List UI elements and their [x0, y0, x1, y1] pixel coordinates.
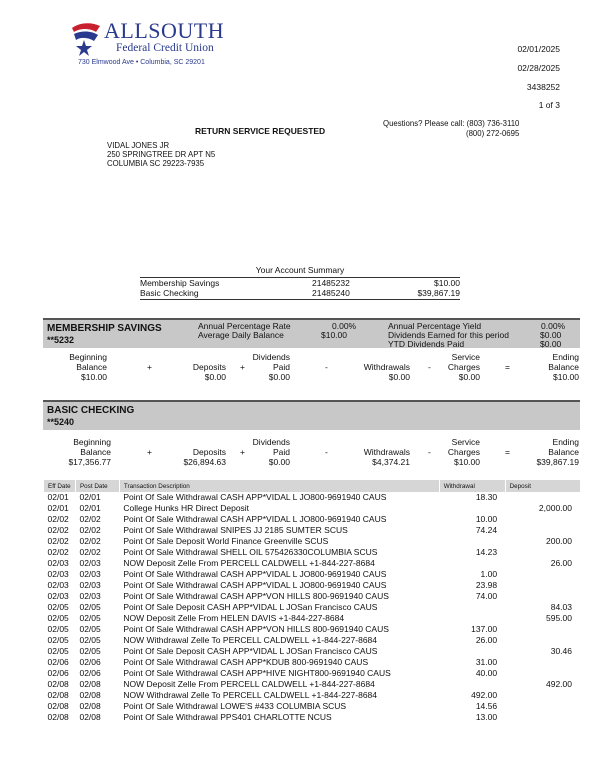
deposit-cell: 200.00: [546, 536, 572, 546]
description-cell: College Hunks HR Direct Deposit: [123, 503, 250, 513]
minus-sign: -: [325, 447, 328, 457]
description-cell: Point Of Sale Withdrawal CASH APP*VIDAL L JO800-9691940 CAUS: [123, 514, 387, 524]
post-date-cell: 02/05: [79, 624, 101, 634]
table-row: [44, 525, 581, 536]
summary-divider: [140, 299, 460, 300]
post-date-cell: 02/01: [79, 503, 101, 513]
description-cell: Point Of Sale Deposit CASH APP*VIDAL L JOSan Francisco CAUS: [123, 602, 378, 612]
withdrawal-cell: 40.00: [475, 668, 498, 678]
description-cell: Point Of Sale Withdrawal CASH APP*VON HILLS 800-9691940 CAUS: [123, 624, 389, 634]
table-row: [44, 503, 581, 514]
table-row: [44, 580, 581, 591]
description-cell: Point Of Sale Withdrawal CASH APP*VIDAL L JO800-9691940 CAUS: [123, 569, 387, 579]
withdrawal-cell: 14.23: [475, 547, 498, 557]
service-charges: Service Charges $0.00: [447, 352, 480, 382]
savings-apy-label: Annual Percentage Yield: [388, 321, 482, 331]
col-post-date: Post Date: [75, 480, 119, 492]
plus-sign: +: [240, 447, 245, 457]
description-cell: Point Of Sale Withdrawal CASH APP*KDUB 800-9691940 CAUS: [123, 657, 369, 667]
description-cell: Point Of Sale Withdrawal CASH APP*VON HILLS 800-9691940 CAUS: [123, 591, 389, 601]
summary-account-balance: $39,867.19: [417, 288, 460, 298]
eff-date-cell: 02/08: [47, 679, 69, 689]
eff-date-cell: 02/05: [47, 602, 69, 612]
post-date-cell: 02/02: [79, 547, 101, 557]
deposit-cell: [505, 514, 580, 525]
table-row: [44, 613, 581, 624]
description-cell: Point Of Sale Withdrawal CASH APP*VIDAL L JO800-9691940 CAUS: [123, 492, 387, 502]
post-date-cell: 02/05: [79, 602, 101, 612]
table-row: [44, 690, 581, 701]
beginning-balance: Beginning Balance $17,356.77: [68, 437, 111, 467]
deposit-cell: [505, 580, 580, 591]
deposit-cell: 84.03: [550, 602, 572, 612]
withdrawal-cell: [439, 613, 505, 624]
withdrawal-cell: [439, 679, 505, 690]
description-cell: NOW Deposit Zelle From PERCELL CALDWELL +1-844-227-8684: [123, 679, 375, 689]
checking-account-number: **5240: [47, 417, 75, 427]
statement-date-to: 02/28/2025: [517, 63, 560, 73]
eff-date-cell: 02/02: [47, 514, 69, 524]
description-cell: NOW Deposit Zelle From HELEN DAVIS +1-844-227-8684: [123, 613, 345, 623]
post-date-cell: 02/03: [79, 558, 101, 568]
withdrawal-cell: 137.00: [471, 624, 498, 634]
deposit-cell: [505, 668, 580, 679]
withdrawal-cell: 13.00: [475, 712, 498, 722]
col-eff-date: Eff Date: [44, 480, 76, 492]
summary-row: [140, 288, 460, 298]
eff-date-cell: 02/02: [47, 536, 69, 546]
withdrawal-cell: 14.56: [475, 701, 498, 711]
deposit-cell: [505, 690, 580, 701]
description-cell: Point Of Sale Deposit CASH APP*VIDAL L JOSan Francisco CAUS: [123, 646, 378, 656]
savings-title: MEMBERSHIP SAVINGS: [47, 323, 162, 334]
deposit-cell: [505, 569, 580, 580]
savings-account-number: **5232: [47, 335, 75, 345]
summary-title: Your Account Summary: [140, 265, 460, 278]
savings-adb-value: $10.00: [321, 330, 347, 340]
post-date-cell: 02/08: [79, 701, 101, 711]
post-date-cell: 02/05: [79, 646, 101, 656]
description-cell: Point Of Sale Deposit World Finance Greenville SCUS: [123, 536, 329, 546]
savings-apy-value: 0.00%: [541, 321, 566, 331]
description-cell: Point Of Sale Withdrawal CASH APP*HIVE NIGHT800-9691940 CAUS: [123, 668, 391, 678]
ending-balance: Ending Balance $10.00: [548, 352, 579, 382]
member-number: 3438252: [526, 82, 560, 92]
eff-date-cell: 02/08: [47, 701, 69, 711]
eff-date-cell: 02/08: [47, 690, 69, 700]
minus-sign: -: [325, 362, 328, 372]
post-date-cell: 02/08: [79, 679, 101, 689]
withdrawals: Withdrawals $0.00: [363, 362, 410, 382]
plus-sign: +: [147, 447, 152, 457]
description-cell: NOW Withdrawal Zelle To PERCELL CALDWELL +1-844-227-8684: [123, 690, 378, 700]
savings-apr-value: 0.00%: [332, 321, 357, 331]
eff-date-cell: 02/06: [47, 657, 69, 667]
deposit-cell: [505, 712, 580, 723]
withdrawal-cell: 26.00: [475, 635, 498, 645]
deposits: Deposits $0.00: [192, 362, 226, 382]
table-row: [44, 569, 581, 580]
table-row: [44, 624, 581, 635]
savings-div-period-label: Dividends Earned for this period: [388, 330, 509, 340]
description-cell: Point Of Sale Withdrawal SNIPES JJ 2185 SUMTER SCUS: [123, 525, 348, 535]
eff-date-cell: 02/05: [47, 613, 69, 623]
table-row: [44, 668, 581, 679]
table-row: [44, 602, 581, 613]
post-date-cell: 02/03: [79, 580, 101, 590]
statement-date-from: 02/01/2025: [517, 44, 560, 54]
withdrawal-cell: 1.00: [480, 569, 498, 579]
table-row: [44, 712, 581, 723]
col-withdrawal: Withdrawal: [439, 480, 505, 492]
deposit-cell: [505, 547, 580, 558]
summary-account-name: Membership Savings: [140, 278, 220, 288]
dividends-paid: Dividends Paid $0.00: [252, 437, 290, 467]
equals-sign: =: [505, 447, 510, 457]
transactions-table: [43, 480, 580, 723]
eff-date-cell: 02/05: [47, 624, 69, 634]
recipient-address: [107, 141, 215, 168]
table-row: [44, 646, 581, 657]
page-number: 1 of 3: [538, 100, 560, 110]
deposits: Deposits $26,894.63: [183, 447, 226, 467]
checking-balance-row: [43, 437, 580, 473]
deposit-cell: [505, 492, 580, 503]
savings-ytd-label: YTD Dividends Paid: [388, 339, 465, 349]
withdrawals: Withdrawals $4,374.21: [363, 447, 410, 467]
deposit-cell: [505, 635, 580, 646]
post-date-cell: 02/03: [79, 569, 101, 579]
post-date-cell: 02/02: [79, 536, 101, 546]
withdrawal-cell: 74.00: [475, 591, 498, 601]
summary-account-number: 21485240: [312, 288, 350, 298]
eff-date-cell: 02/05: [47, 635, 69, 645]
recipient-name: VIDAL JONES JR: [107, 141, 170, 150]
withdrawal-cell: [439, 646, 505, 657]
service-charges: Service Charges $10.00: [447, 437, 480, 467]
minus-sign: -: [428, 362, 431, 372]
table-row: [44, 547, 581, 558]
table-row: [44, 558, 581, 569]
eff-date-cell: 02/01: [47, 492, 69, 502]
table-row: [44, 701, 581, 712]
description-cell: NOW Withdrawal Zelle To PERCELL CALDWELL +1-844-227-8684: [123, 635, 378, 645]
eff-date-cell: 02/02: [47, 525, 69, 535]
table-row: [44, 591, 581, 602]
deposit-cell: 595.00: [546, 613, 572, 623]
questions-phone: Questions? Please call: (803) 736-3110: [383, 119, 520, 128]
ending-balance: Ending Balance $39,867.19: [536, 437, 579, 467]
return-service-notice: RETURN SERVICE REQUESTED: [195, 126, 326, 136]
deposit-cell: 26.00: [550, 558, 572, 568]
table-row: [44, 536, 581, 547]
equals-sign: =: [505, 362, 510, 372]
description-cell: Point Of Sale Withdrawal PPS401 CHARLOTTE NCUS: [123, 712, 332, 722]
description-cell: NOW Deposit Zelle From PERCELL CALDWELL +1-844-227-8684: [123, 558, 375, 568]
deposit-cell: [505, 657, 580, 668]
checking-section-header: [43, 400, 580, 430]
table-row: [44, 635, 581, 646]
eff-date-cell: 02/02: [47, 547, 69, 557]
withdrawal-cell: [439, 602, 505, 613]
savings-adb-label: Average Daily Balance: [198, 330, 284, 340]
table-row: [44, 492, 581, 503]
withdrawal-cell: 18.30: [475, 492, 498, 502]
withdrawal-cell: 23.98: [475, 580, 498, 590]
post-date-cell: 02/02: [79, 514, 101, 524]
post-date-cell: 02/05: [79, 635, 101, 645]
withdrawal-cell: 74.24: [475, 525, 498, 535]
summary-account-name: Basic Checking: [140, 288, 199, 298]
eff-date-cell: 02/03: [47, 580, 69, 590]
description-cell: Point Of Sale Withdrawal SHELL OIL 575426330COLUMBIA SCUS: [123, 547, 378, 557]
beginning-balance: Beginning Balance $10.00: [69, 352, 107, 382]
savings-apr-label: Annual Percentage Rate: [198, 321, 291, 331]
post-date-cell: 02/08: [79, 712, 101, 722]
withdrawal-cell: 10.00: [475, 514, 498, 524]
alt-phone: (800) 272-0695: [466, 129, 520, 138]
dividends-paid: Dividends Paid $0.00: [252, 352, 290, 382]
account-summary: [140, 265, 460, 300]
eff-date-cell: 02/05: [47, 646, 69, 656]
eff-date-cell: 02/03: [47, 591, 69, 601]
post-date-cell: 02/06: [79, 668, 101, 678]
recipient-city: COLUMBIA SC 29223-7935: [107, 159, 205, 168]
credit-union-address: 730 Elmwood Ave • Columbia, SC 29201: [78, 59, 205, 66]
eff-date-cell: 02/01: [47, 503, 69, 513]
logo-brand-sub: Federal Credit Union: [116, 42, 214, 54]
col-deposit: Deposit: [505, 480, 580, 492]
withdrawal-cell: [439, 503, 505, 514]
minus-sign: -: [428, 447, 431, 457]
transactions-header-row: [44, 480, 581, 492]
deposit-cell: [505, 624, 580, 635]
post-date-cell: 02/05: [79, 613, 101, 623]
summary-row: [140, 278, 460, 288]
post-date-cell: 02/06: [79, 657, 101, 667]
withdrawal-cell: 492.00: [471, 690, 498, 700]
savings-section-header: [43, 318, 580, 348]
deposit-cell: [505, 591, 580, 602]
withdrawal-cell: 31.00: [475, 657, 498, 667]
description-cell: Point Of Sale Withdrawal CASH APP*VIDAL L JO800-9691940 CAUS: [123, 580, 387, 590]
checking-title: BASIC CHECKING: [47, 405, 135, 416]
table-row: [44, 657, 581, 668]
table-row: [44, 514, 581, 525]
deposit-cell: [505, 525, 580, 536]
savings-ytd-value: $0.00: [540, 339, 562, 349]
savings-div-period-value: $0.00: [540, 330, 562, 340]
post-date-cell: 02/03: [79, 591, 101, 601]
logo-brand-main: ALLSOUTH: [104, 18, 225, 43]
eff-date-cell: 02/06: [47, 668, 69, 678]
post-date-cell: 02/02: [79, 525, 101, 535]
savings-balance-row: [43, 352, 580, 388]
eff-date-cell: 02/03: [47, 569, 69, 579]
post-date-cell: 02/01: [79, 492, 101, 502]
recipient-street: 250 SPRINGTREE DR APT N5: [107, 150, 216, 159]
eff-date-cell: 02/08: [47, 712, 69, 722]
withdrawal-cell: [439, 558, 505, 569]
plus-sign: +: [240, 362, 245, 372]
col-description: Transaction Description: [119, 480, 439, 492]
deposit-cell: [505, 701, 580, 712]
deposit-cell: 30.46: [550, 646, 572, 656]
description-cell: Point Of Sale Withdrawal LOWE'S #433 COLUMBIA SCUS: [123, 701, 347, 711]
summary-account-number: 21485232: [312, 278, 350, 288]
withdrawal-cell: [439, 536, 505, 547]
eff-date-cell: 02/03: [47, 558, 69, 568]
plus-sign: +: [147, 362, 152, 372]
post-date-cell: 02/08: [79, 690, 101, 700]
deposit-cell: 492.00: [546, 679, 572, 689]
table-row: [44, 679, 581, 690]
deposit-cell: 2,000.00: [538, 503, 572, 513]
summary-account-balance: $10.00: [434, 278, 460, 288]
